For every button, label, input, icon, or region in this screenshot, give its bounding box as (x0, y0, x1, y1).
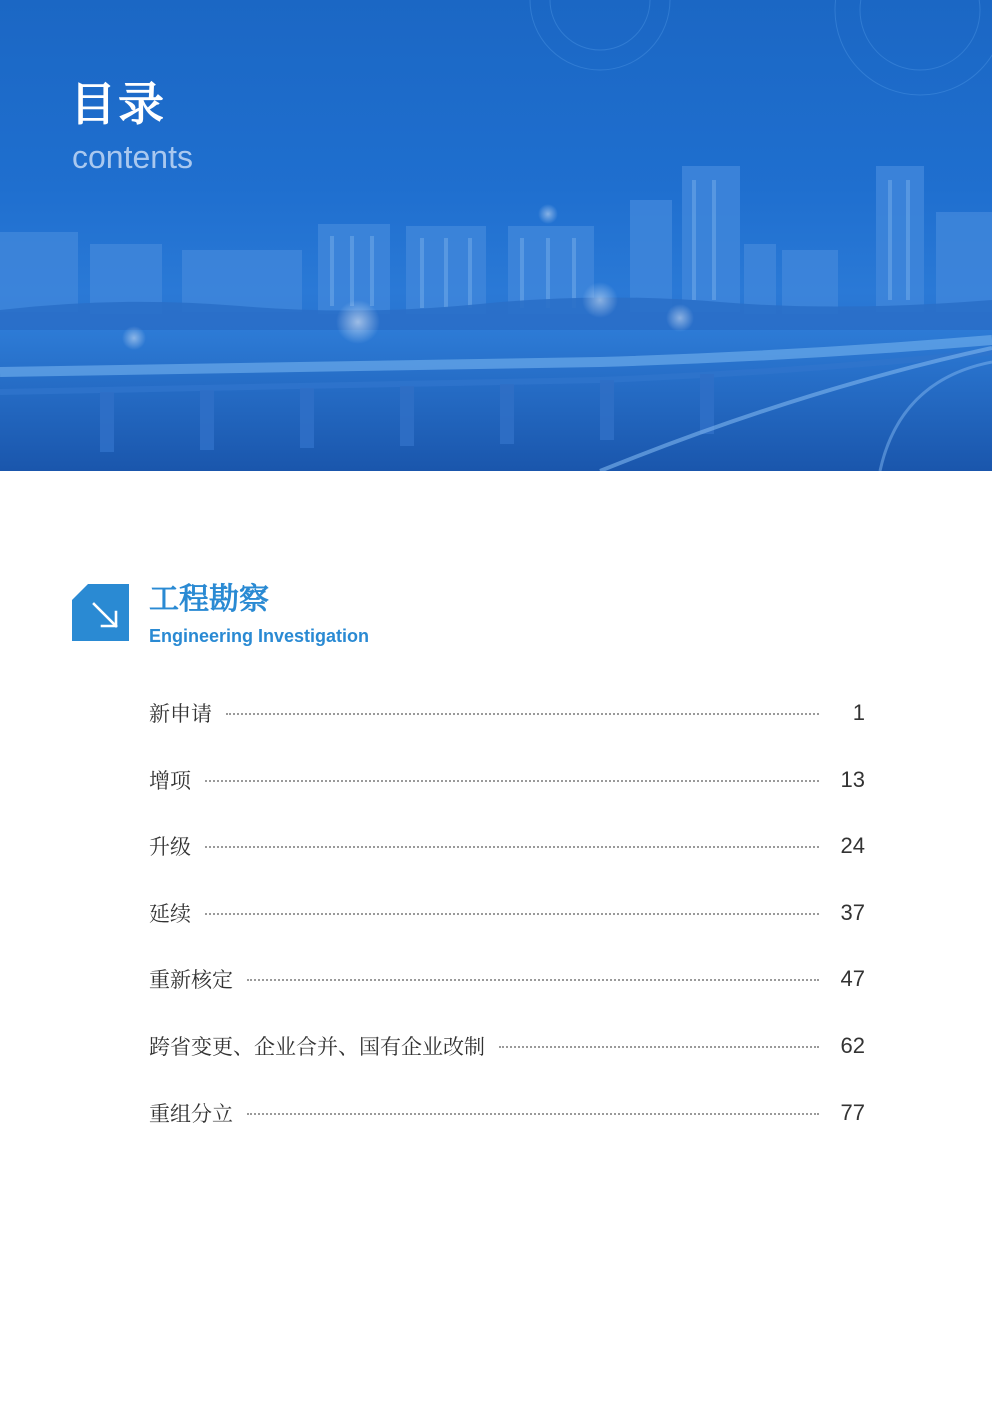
toc-entry-reassessment[interactable] (149, 958, 865, 1000)
dotted-leader (226, 713, 819, 715)
toc-entry-label: 增项 (149, 768, 191, 793)
dotted-leader (247, 979, 819, 981)
toc-entry-label: 跨省变更、企业合并、国有企业改制 (149, 1034, 485, 1059)
toc-entry-restructure-split[interactable] (149, 1092, 865, 1134)
city-skyline-image (0, 0, 992, 471)
toc-entry-page: 1 (852, 700, 865, 725)
toc-entry-new-application[interactable] (149, 692, 865, 734)
toc-entry-label: 升级 (149, 835, 191, 860)
toc-entry-page: 13 (840, 766, 865, 792)
dotted-leader (499, 1046, 819, 1048)
dotted-leader (205, 846, 819, 848)
dotted-leader (205, 780, 819, 782)
dotted-leader (247, 1113, 819, 1115)
table-of-contents (149, 692, 865, 1158)
toc-entry-page: 47 (840, 966, 865, 992)
arrow-down-right-icon (72, 584, 129, 641)
page-subtitle: contents (72, 139, 193, 175)
toc-entry-renewal[interactable] (149, 892, 865, 934)
dotted-leader (205, 913, 819, 915)
toc-entry-label: 重组分立 (149, 1101, 233, 1126)
toc-entry-page: 62 (840, 1032, 865, 1058)
section-title: 工程勘察 (149, 582, 269, 617)
toc-entry-label: 延续 (149, 901, 191, 926)
page-title: 目录 (70, 77, 166, 131)
toc-entry-upgrade[interactable] (149, 825, 865, 867)
toc-entry-page: 77 (840, 1099, 865, 1125)
toc-entry-page: 24 (840, 833, 865, 859)
cover-banner (0, 0, 992, 471)
toc-entry-cross-province-change[interactable] (149, 1025, 865, 1067)
toc-entry-page: 37 (840, 899, 865, 925)
section-subtitle: Engineering Investigation (149, 626, 370, 646)
toc-entry-label: 重新核定 (149, 968, 233, 993)
toc-entry-label: 新申请 (149, 702, 212, 726)
toc-entry-add-item[interactable] (149, 759, 865, 801)
